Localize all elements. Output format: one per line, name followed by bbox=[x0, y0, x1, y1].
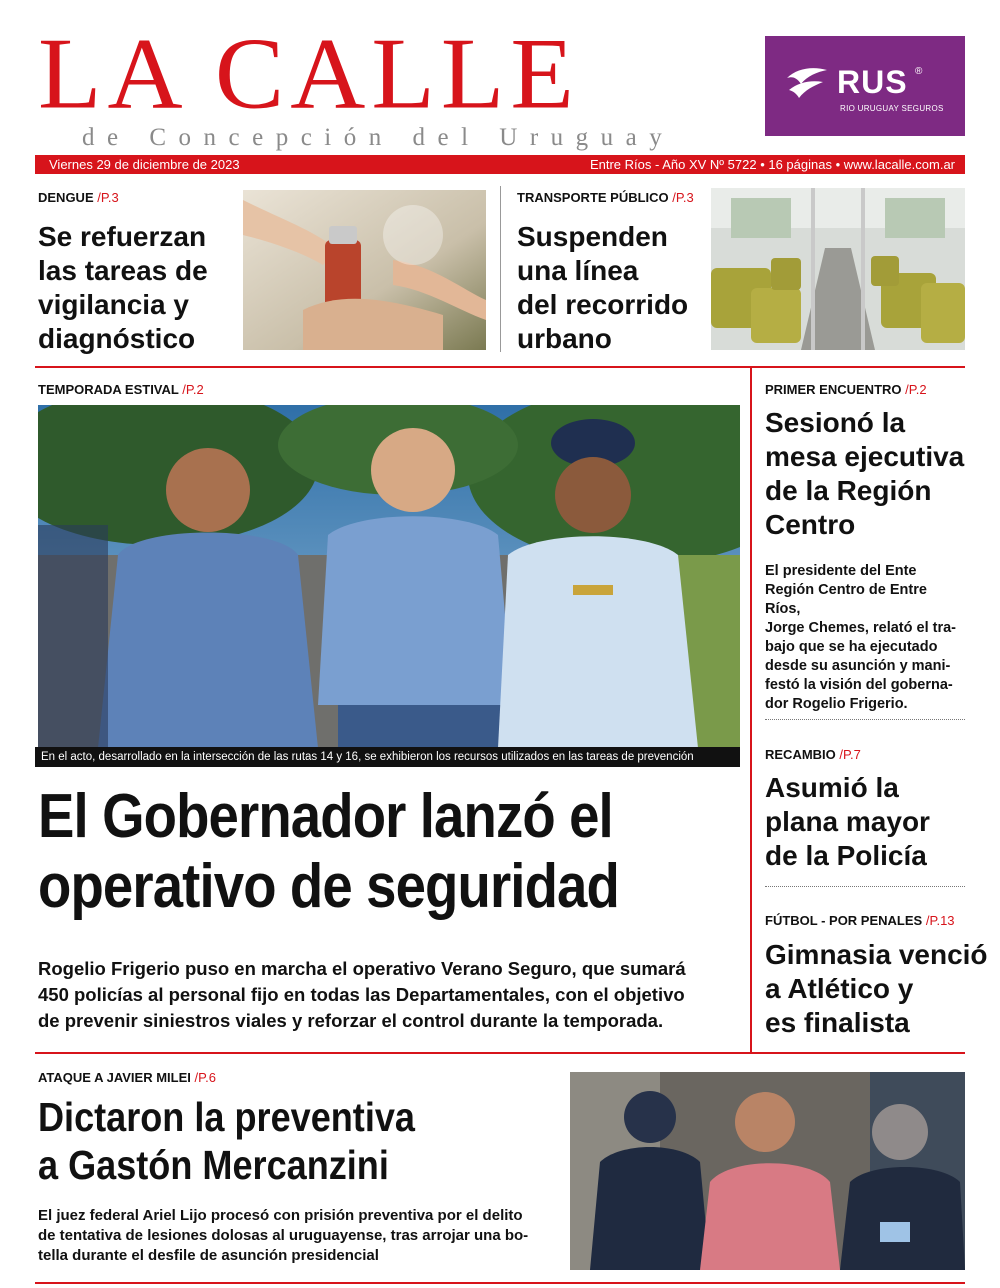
body-line: de tentativa de lesiones dolosas al uruguayense, tras arrojar una bo- bbox=[38, 1227, 529, 1244]
photo-bus-interior[interactable] bbox=[711, 188, 965, 350]
headline-line: a Atlético y bbox=[765, 973, 914, 1004]
page-ref: /P.2 bbox=[905, 382, 927, 397]
spray-photo-illustration bbox=[243, 190, 486, 350]
wing-logo-icon bbox=[783, 64, 831, 104]
headline-line: a Gastón Mercanzini bbox=[38, 1142, 389, 1188]
headline-line: Dictaron la preventiva bbox=[38, 1094, 415, 1140]
section-label-transporte[interactable] bbox=[517, 190, 694, 205]
page-ref: /P.13 bbox=[925, 913, 955, 928]
section-name: ATAQUE A JAVIER MILEI bbox=[38, 1070, 191, 1085]
section-label-futbol[interactable] bbox=[765, 913, 955, 928]
section-label-recambio[interactable] bbox=[765, 747, 861, 762]
headline-line: una línea bbox=[517, 255, 639, 286]
body-line: El presidente del Ente bbox=[765, 563, 917, 579]
ad-logo-text: RUS bbox=[837, 64, 908, 100]
headline-line: El Gobernador lanzó el bbox=[38, 782, 613, 851]
section-name: TRANSPORTE PÚBLICO bbox=[517, 190, 669, 205]
masthead-subtitle: de Concepción del Uruguay bbox=[82, 124, 675, 151]
body-line: Región Centro de Entre Ríos, bbox=[765, 582, 927, 617]
lead-line: de prevenir siniestros viales y reforzar el control durante la temporada. bbox=[38, 1010, 664, 1031]
section-divider bbox=[35, 1052, 965, 1054]
page-ref: /P.3 bbox=[97, 190, 119, 205]
headline-line: del recorrido bbox=[517, 289, 689, 320]
column-divider-red bbox=[750, 368, 752, 1052]
headline-dengue[interactable] bbox=[38, 220, 208, 356]
lead-line: Rogelio Frigerio puso en marcha el operativo Verano Seguro, que sumará bbox=[38, 958, 686, 979]
lead-line: 450 policías al personal fijo en todas las Departamentales, con el objetivo bbox=[38, 984, 685, 1005]
headline-line: vigilancia y bbox=[38, 289, 189, 320]
photo-arrest[interactable] bbox=[570, 1072, 965, 1270]
issue-date: Viernes 29 de diciembre de 2023 bbox=[49, 157, 240, 172]
headline-line: urbano bbox=[517, 323, 612, 354]
section-label-temporada[interactable] bbox=[38, 382, 204, 397]
headline-line: de la Región bbox=[765, 475, 932, 506]
section-name: TEMPORADA ESTIVAL bbox=[38, 382, 179, 397]
main-lead bbox=[38, 956, 748, 1034]
photo-main-governor[interactable] bbox=[38, 405, 740, 748]
headline-line: Sesionó la bbox=[765, 407, 906, 438]
headline-line: mesa ejecutiva bbox=[765, 441, 965, 472]
column-divider bbox=[500, 186, 501, 352]
headline-transporte[interactable] bbox=[517, 220, 688, 356]
section-name: PRIMER ENCUENTRO bbox=[765, 382, 902, 397]
body-line: tella durante el desfile de asunción presidencial bbox=[38, 1247, 379, 1264]
dotted-divider bbox=[765, 886, 965, 887]
section-label-primer-encuentro[interactable] bbox=[765, 382, 927, 397]
section-name: FÚTBOL - POR PENALES bbox=[765, 913, 923, 928]
body-line: festó la visión del goberna- bbox=[765, 677, 953, 693]
headline-line: Asumió la bbox=[765, 772, 899, 803]
section-label-milei[interactable] bbox=[38, 1070, 216, 1085]
dotted-divider bbox=[765, 719, 965, 720]
headline-futbol[interactable] bbox=[765, 938, 988, 1040]
main-headline[interactable] bbox=[38, 782, 658, 922]
body-line: El juez federal Ariel Lijo procesó con prisión preventiva por el delito bbox=[38, 1207, 523, 1224]
section-divider bbox=[35, 366, 965, 368]
headline-line: Suspenden bbox=[517, 221, 668, 252]
page-ref: /P.2 bbox=[182, 382, 204, 397]
body-region-centro bbox=[765, 562, 965, 714]
registered-mark: ® bbox=[915, 66, 923, 77]
governor-photo-illustration bbox=[38, 405, 740, 748]
page-ref: /P.7 bbox=[839, 747, 861, 762]
masthead-title: LA CALLE bbox=[38, 17, 580, 130]
page-ref: /P.3 bbox=[672, 190, 694, 205]
ad-tagline: RIO URUGUAY SEGUROS bbox=[840, 104, 944, 113]
headline-line: diagnóstico bbox=[38, 323, 196, 354]
headline-line: Se refuerzan bbox=[38, 221, 207, 252]
edition-info: Entre Ríos - Año XV Nº 5722 • 16 páginas • www.lacalle.com.ar bbox=[589, 157, 955, 172]
headline-line: plana mayor bbox=[765, 806, 930, 837]
headline-line: de la Policía bbox=[765, 840, 927, 871]
body-line: Jorge Chemes, relató el tra- bbox=[765, 620, 956, 636]
advertisement-rus[interactable] bbox=[765, 36, 965, 136]
headline-milei[interactable] bbox=[38, 1093, 415, 1189]
body-milei bbox=[38, 1206, 568, 1266]
section-name: RECAMBIO bbox=[765, 747, 836, 762]
page-ref: /P.6 bbox=[194, 1070, 216, 1085]
headline-recambio[interactable] bbox=[765, 771, 930, 873]
headline-region-centro[interactable] bbox=[765, 406, 964, 542]
date-bar bbox=[35, 155, 965, 174]
body-line: bajo que se ha ejecutado bbox=[765, 639, 938, 655]
bus-photo-illustration bbox=[711, 188, 965, 350]
section-label-dengue[interactable] bbox=[38, 190, 119, 205]
headline-line: Centro bbox=[765, 509, 856, 540]
bottom-border bbox=[35, 1282, 965, 1284]
headline-line: es finalista bbox=[765, 1007, 910, 1038]
arrest-photo-illustration bbox=[570, 1072, 965, 1270]
headline-line: las tareas de bbox=[38, 255, 208, 286]
section-name: DENGUE bbox=[38, 190, 94, 205]
photo-dengue-spray[interactable] bbox=[243, 190, 486, 350]
headline-line: Gimnasia venció bbox=[765, 939, 988, 970]
body-line: dor Rogelio Frigerio. bbox=[765, 696, 908, 712]
headline-line: operativo de seguridad bbox=[38, 852, 619, 921]
photo-caption: En el acto, desarrollado en la intersección de las rutas 14 y 16, se exhibieron los recursos utilizados en las tareas de prevención bbox=[35, 747, 740, 767]
body-line: desde su asunción y mani- bbox=[765, 658, 951, 674]
